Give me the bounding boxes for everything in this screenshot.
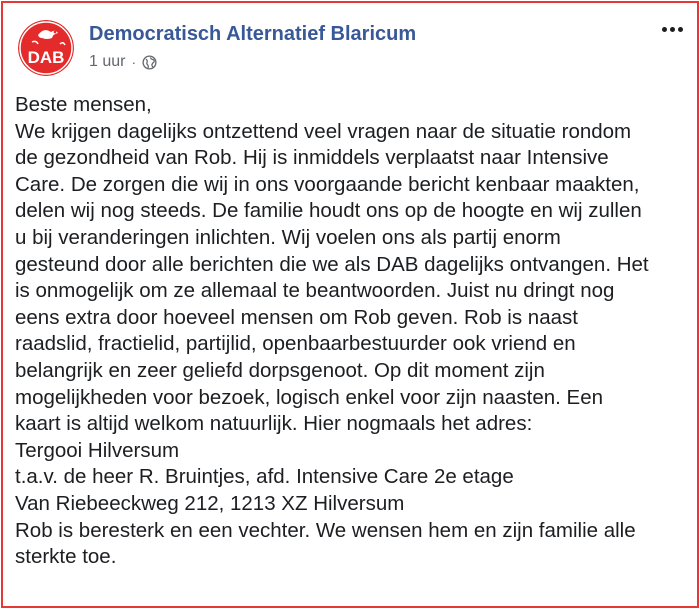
message-line: Beste mensen, xyxy=(15,93,152,116)
meta-separator: · xyxy=(131,54,137,70)
message-line: delen wij nog steeds. De familie houdt ons op de hoogte en wij zullen xyxy=(15,199,642,223)
message-line: u bij veranderingen inlichten. Wij voelen ons als partij enorm xyxy=(15,225,561,249)
message-line: gesteund door alle berichten die we als DAB dagelijks ontvangen. Het xyxy=(15,252,649,276)
timestamp-link[interactable]: 1 uur xyxy=(89,53,126,70)
message-line: eens extra door hoeveel mensen om Rob geven. Rob is naast xyxy=(15,305,578,329)
message-line: Care. De zorgen die wij in ons voorgaande bericht kenbaar maakten, xyxy=(15,172,640,196)
avatar[interactable] xyxy=(18,20,74,76)
message-line: belangrijk en zeer geliefd dorpsgenoot. Op dit moment zijn xyxy=(15,358,545,382)
dab-logo-icon xyxy=(18,20,74,76)
more-options-button[interactable] xyxy=(657,17,687,41)
message-line: We krijgen dagelijks ontzettend veel vragen naar de situatie rondom xyxy=(15,119,632,143)
post-frame xyxy=(1,1,699,608)
message-line: kaart is altijd welkom natuurlijk. Hier nogmaals het adres: xyxy=(15,412,533,436)
post-meta xyxy=(89,53,157,71)
more-dot-icon xyxy=(670,27,675,32)
address-line: Van Riebeeckweg 212, 1213 XZ Hilversum xyxy=(15,491,405,515)
message-line: de gezondheid van Rob. Hij is inmiddels verplaatst naar Intensive xyxy=(15,146,609,170)
address-line: Tergooi Hilversum xyxy=(15,438,180,462)
avatar-logo-text: DAB xyxy=(27,48,65,67)
message-line: mogelijkheden voor bezoek, logisch enkel voor zijn naasten. Een xyxy=(15,385,604,409)
globe-icon[interactable] xyxy=(142,55,157,70)
post-message xyxy=(15,92,693,571)
message-line: sterkte toe. xyxy=(15,545,117,569)
more-dot-icon xyxy=(662,27,667,32)
page-name-link[interactable]: Democratisch Alternatief Blaricum xyxy=(89,23,417,45)
message-line: Rob is beresterk en een vechter. We wensen hem en zijn familie alle xyxy=(15,518,636,542)
more-dot-icon xyxy=(678,27,683,32)
message-line: raadslid, fractielid, partijlid, openbaarbestuurder ook vriend en xyxy=(15,332,576,356)
address-line: t.a.v. de heer R. Bruintjes, afd. Intensive Care 2e etage xyxy=(15,465,514,489)
facebook-post xyxy=(3,3,697,606)
message-line: is onmogelijk om ze allemaal te beantwoorden. Juist nu dringt nog xyxy=(15,279,615,303)
